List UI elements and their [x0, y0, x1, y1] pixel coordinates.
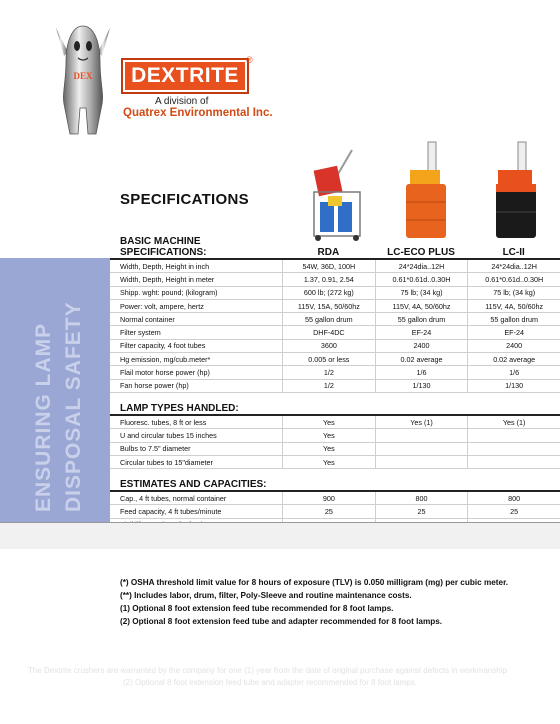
row-value: 900 — [283, 492, 376, 504]
basic-spec-row — [110, 300, 560, 313]
row-value — [468, 429, 560, 441]
dextrite-logo — [121, 58, 249, 94]
row-value: Yes (1) — [502, 417, 526, 427]
lamp-type-row — [110, 443, 560, 456]
row-value: 24*24dia..12H — [491, 261, 537, 271]
row-value: 75 lb; (34 kg) — [493, 288, 536, 298]
row-value: 1/6 — [376, 366, 469, 378]
row-value: 3600 — [283, 340, 376, 352]
row-value — [376, 429, 469, 441]
row-value: 25 — [376, 505, 469, 517]
footnote: (1) Optional 8 foot extension feed tube recommended for 8 foot lamps. — [120, 604, 394, 613]
registered-mark: ® — [246, 55, 253, 65]
row-value: 600 lb; (272 kg) — [283, 287, 376, 299]
mascot-logo — [48, 22, 118, 140]
row-value: 1/2 — [283, 366, 376, 378]
lc-ii-image — [488, 140, 544, 242]
basic-spec-row — [110, 340, 560, 353]
faded-line: (2) Optional 8 foot extension feed tube and adapter recommended for 8 foot lamps. — [123, 678, 417, 687]
row-label: Hg emission, mg/cub.meter* — [110, 353, 283, 365]
row-label: Width, Depth, Height in inch — [110, 260, 283, 272]
row-value: 2400 — [376, 340, 469, 352]
mascot-text: DEX — [73, 71, 93, 81]
sidebar-banner — [0, 258, 110, 522]
row-label: Bulbs to 7.5" diameter — [110, 443, 283, 455]
row-value — [468, 443, 560, 455]
basic-spec-row — [110, 353, 560, 366]
col-rda: RDA — [317, 247, 340, 258]
basic-heading: BASIC MACHINE SPECIFICATIONS: — [120, 236, 207, 258]
row-value: 25 — [283, 505, 376, 517]
row-label: Cap., 4 ft tubes, normal container — [110, 492, 283, 504]
row-value: 800 — [376, 492, 469, 504]
basic-spec-row — [110, 273, 560, 286]
row-value: 0.61*0.61d..0.30H — [485, 274, 544, 284]
row-label: U and circular tubes 15 inches — [110, 429, 283, 441]
row-label: Fan horse power (hp) — [110, 380, 283, 392]
row-value — [468, 456, 560, 468]
footnote: (2) Optional 8 foot extension feed tube and adapter recommended for 8 foot lamps. — [120, 617, 443, 626]
row-label: Filter system — [110, 326, 283, 338]
row-value: 55 gallon drum — [283, 313, 376, 325]
row-value: 0.005 or less — [283, 353, 376, 365]
row-value: 0.61*0.61d..0.30H — [376, 273, 469, 285]
row-label: Circular tubes to 15"diameter — [110, 456, 283, 468]
row-label: Shipp. wght: pound; (kilogram) — [110, 287, 283, 299]
lamp-types-heading: LAMP TYPES HANDLED: — [110, 397, 560, 416]
footnote: (**) Includes labor, drum, filter, Poly-Sleeve and routine maintenance costs. — [120, 591, 412, 600]
row-value: Yes (1) — [376, 416, 469, 428]
row-value: 1/6 — [509, 368, 520, 378]
parent-company: Quatrex Environmental Inc. — [123, 107, 273, 119]
lamp-type-row — [110, 456, 560, 469]
gray-band — [0, 523, 560, 549]
estimates-heading: ESTIMATES AND CAPACITIES: — [110, 473, 560, 492]
row-value — [376, 456, 469, 468]
row-value: 54W, 36D, 100H — [283, 260, 376, 272]
row-label: Filter capacity, 4 foot tubes — [110, 340, 283, 352]
row-value: 55 gallon drum — [376, 313, 469, 325]
lamp-type-row — [110, 416, 560, 429]
row-value: 115V, 4A, 50/60hz — [485, 301, 544, 311]
row-value: 1/2 — [283, 380, 376, 392]
row-value: 1/130 — [376, 380, 469, 392]
col-lc-ii: LC-II — [502, 247, 525, 258]
row-value: 800 — [508, 493, 521, 503]
row-label: Normal container — [110, 313, 283, 325]
division-text: A division of — [155, 96, 209, 107]
basic-spec-row — [110, 326, 560, 339]
sidebar-line-1: ENSURING LAMP — [32, 322, 55, 512]
row-label: Power: volt, ampere, hertz — [110, 300, 283, 312]
lc-eco-plus-image — [398, 140, 454, 242]
row-value: 25 — [510, 507, 519, 517]
estimate-row — [110, 505, 560, 518]
row-value: 115V, 15A, 50/60hz — [283, 300, 376, 312]
rda-machine-image — [308, 146, 366, 242]
spec-table — [110, 236, 560, 532]
row-value: 0.02 average — [376, 353, 469, 365]
sidebar-line-2: DISPOSAL SAFETY — [62, 301, 85, 512]
row-value: EF-24 — [376, 326, 469, 338]
row-value — [376, 443, 469, 455]
basic-spec-row — [110, 287, 560, 300]
row-value: DHF-4DC — [283, 326, 376, 338]
row-label: Flail motor horse power (hp) — [110, 366, 283, 378]
footnote: (*) OSHA threshold limit value for 8 hours of exposure (TLV) is 0.050 milligram (mg) per cubic meter. — [120, 578, 509, 587]
row-label: Width, Depth, Height in meter — [110, 273, 283, 285]
basic-specs-header — [110, 236, 560, 260]
logo-text: DEXTRITE — [131, 64, 239, 87]
row-value: Yes — [283, 443, 376, 455]
basic-spec-row — [110, 366, 560, 379]
col-lc-eco-plus: LC-ECO PLUS — [387, 247, 455, 258]
estimate-row — [110, 492, 560, 505]
lamp-type-row — [110, 429, 560, 442]
row-value: 1/130 — [505, 381, 524, 391]
row-label: Feed capacity, 4 ft tubes/minute — [110, 505, 283, 517]
row-value: 55 gallon drum — [490, 314, 538, 324]
faded-line: The Dextrite crushers are warranted by the company for one (1) year from the date of original purchase against defects in workmanship — [28, 666, 507, 675]
row-value: 1.37, 0.91, 2.54 — [283, 273, 376, 285]
row-value: 75 lb; (34 kg) — [376, 287, 469, 299]
row-value: 115V, 4A, 50/60hz — [376, 300, 469, 312]
basic-spec-row — [110, 313, 560, 326]
row-value: 2400 — [506, 341, 523, 351]
faded-warranty-text — [28, 665, 548, 689]
row-label: Fluoresc. tubes, 8 ft or less — [110, 416, 283, 428]
row-value: 0.02 average — [493, 354, 536, 364]
page-title: SPECIFICATIONS — [120, 191, 249, 208]
basic-spec-row — [110, 380, 560, 393]
footnotes — [120, 576, 508, 628]
row-value: EF-24 — [504, 328, 524, 338]
basic-spec-row — [110, 260, 560, 273]
row-value: 24*24dia..12H — [376, 260, 469, 272]
row-value: Yes — [283, 456, 376, 468]
row-value: Yes — [283, 429, 376, 441]
row-value: Yes — [283, 416, 376, 428]
